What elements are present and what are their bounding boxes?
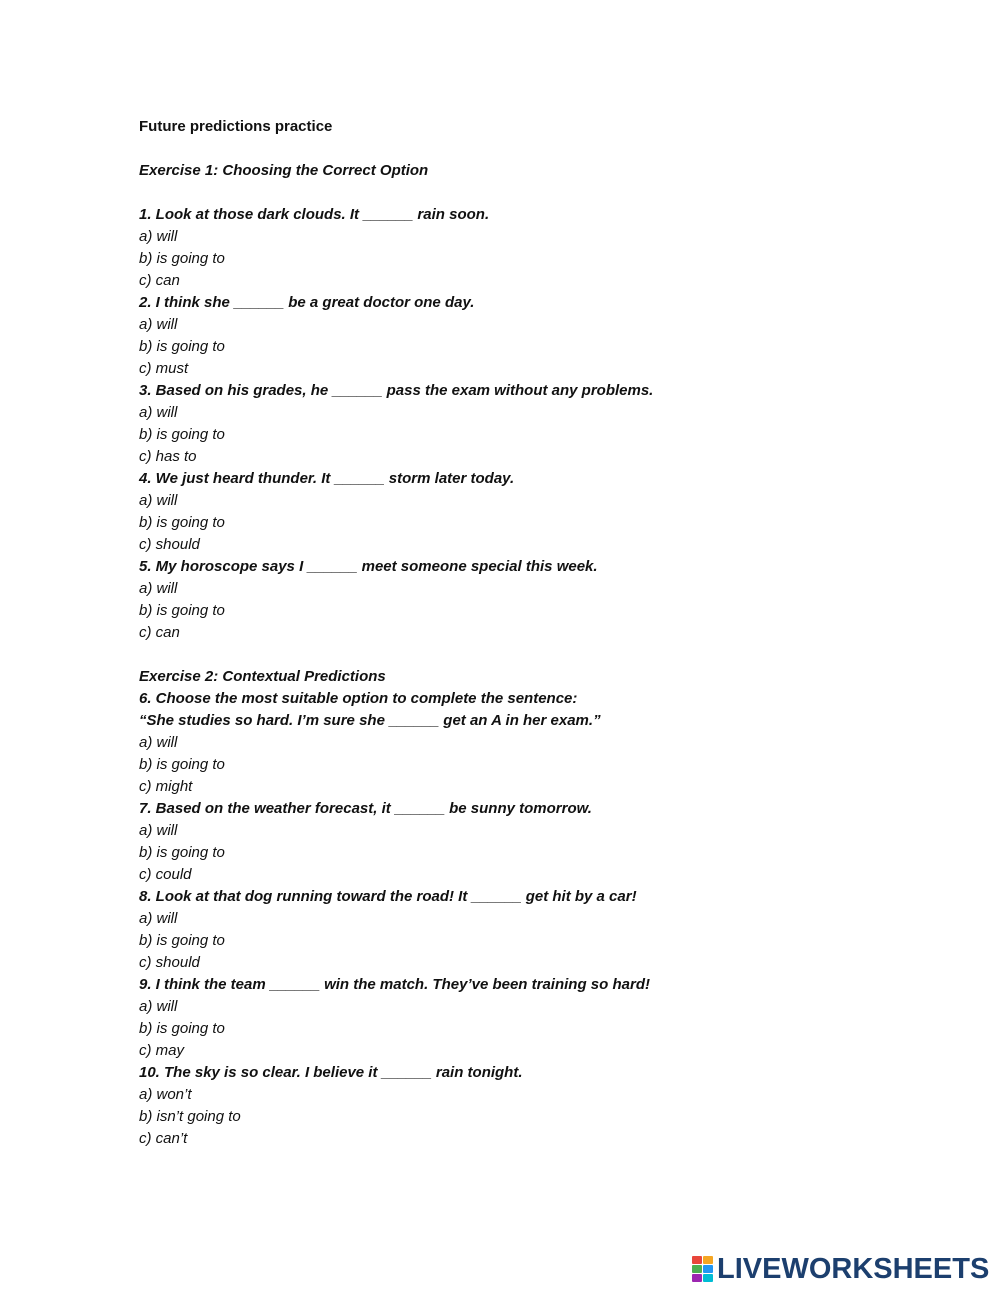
answer-option[interactable]: a) will [139, 404, 178, 421]
answer-option[interactable]: b) is going to [139, 932, 225, 949]
question-text: 2. I think she ______ be a great doctor one day. [139, 294, 475, 311]
question-sentence: “She studies so hard. I’m sure she ______ get an A in her exam.” [139, 712, 601, 729]
logo-block [692, 1274, 702, 1282]
exercise-1-questions [139, 204, 899, 644]
question-text: 5. My horoscope says I ______ meet someone special this week. [139, 558, 598, 575]
logo-block [692, 1256, 702, 1264]
answer-option[interactable]: a) will [139, 734, 178, 751]
logo-block [703, 1256, 713, 1264]
question-text: 10. The sky is so clear. I believe it ______ rain tonight. [139, 1064, 523, 1081]
logo-block [703, 1274, 713, 1282]
answer-option[interactable]: b) is going to [139, 514, 225, 531]
answer-option[interactable]: c) can [139, 272, 180, 289]
answer-option[interactable]: b) is going to [139, 844, 225, 861]
exercise-2-questions [139, 688, 899, 1150]
answer-option[interactable]: c) should [139, 954, 200, 971]
answer-option[interactable]: c) could [139, 866, 192, 883]
answer-option[interactable]: c) must [139, 360, 189, 377]
logo-blocks-icon [692, 1256, 713, 1282]
answer-option[interactable]: b) is going to [139, 338, 225, 355]
answer-option[interactable]: b) is going to [139, 250, 225, 267]
answer-option[interactable]: b) is going to [139, 756, 225, 773]
liveworksheets-logo [692, 1254, 989, 1284]
answer-option[interactable]: c) can [139, 624, 180, 641]
question-text: 7. Based on the weather forecast, it ______ be sunny tomorrow. [139, 800, 592, 817]
answer-option[interactable]: a) will [139, 580, 178, 597]
logo-text: LIVEWORKSHEETS [717, 1253, 990, 1285]
question-text: 8. Look at that dog running toward the road! It ______ get hit by a car! [139, 888, 637, 905]
exercise-1-heading: Exercise 1: Choosing the Correct Option [139, 162, 429, 179]
answer-option[interactable]: a) won’t [139, 1086, 192, 1103]
question-text: 4. We just heard thunder. It ______ storm later today. [139, 470, 515, 487]
exercise-2-heading: Exercise 2: Contextual Predictions [139, 668, 386, 685]
answer-option[interactable]: c) may [139, 1042, 184, 1059]
answer-option[interactable]: a) will [139, 228, 178, 245]
question-text: 6. Choose the most suitable option to complete the sentence: [139, 690, 578, 707]
worksheet-title: Future predictions practice [139, 118, 333, 135]
answer-option[interactable]: b) is going to [139, 1020, 225, 1037]
answer-option[interactable]: c) might [139, 778, 193, 795]
logo-block [703, 1265, 713, 1273]
answer-option[interactable]: c) has to [139, 448, 197, 465]
answer-option[interactable]: b) is going to [139, 602, 225, 619]
worksheet [139, 116, 899, 1150]
answer-option[interactable]: a) will [139, 822, 178, 839]
answer-option[interactable]: b) isn’t going to [139, 1108, 241, 1125]
answer-option[interactable]: b) is going to [139, 426, 225, 443]
question-text: 3. Based on his grades, he ______ pass the exam without any problems. [139, 382, 654, 399]
answer-option[interactable]: c) should [139, 536, 200, 553]
question-text: 1. Look at those dark clouds. It ______ rain soon. [139, 206, 490, 223]
answer-option[interactable]: a) will [139, 998, 178, 1015]
answer-option[interactable]: a) will [139, 910, 178, 927]
answer-option[interactable]: a) will [139, 316, 178, 333]
answer-option[interactable]: c) can’t [139, 1130, 188, 1147]
answer-option[interactable]: a) will [139, 492, 178, 509]
question-text: 9. I think the team ______ win the match. They’ve been training so hard! [139, 976, 650, 993]
logo-block [692, 1265, 702, 1273]
